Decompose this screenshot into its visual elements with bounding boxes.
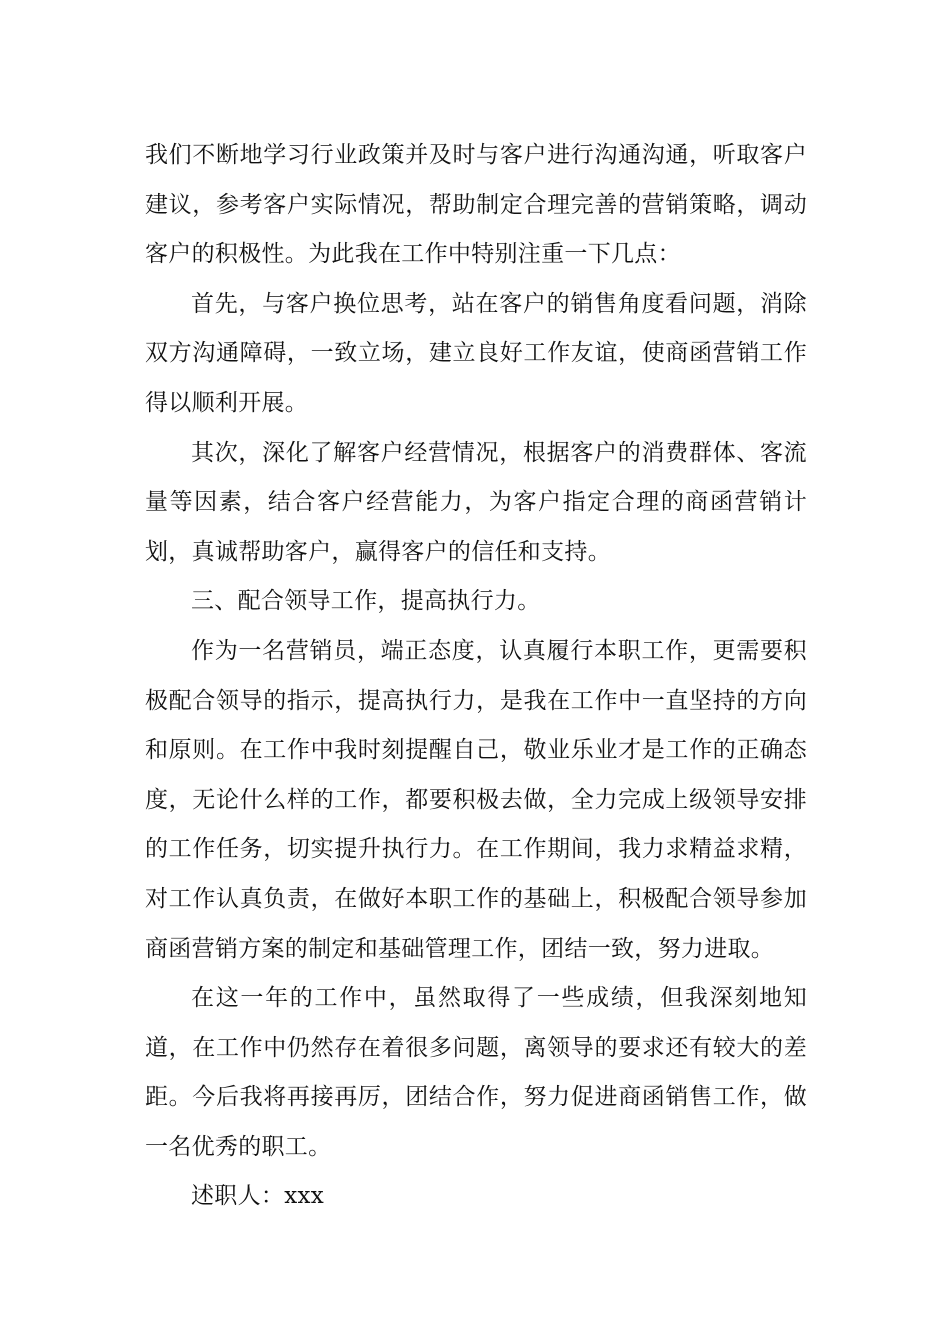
paragraph-conclusion: 在这一年的工作中，虽然取得了一些成绩，但我深刻地知道，在工作中仍然存在着很多问题，离领导的要求还有较大的差距。今后我将再接再厉，团结合作，努力促进商函销售工作，做一名优秀的职工。 bbox=[145, 985, 807, 1160]
paragraph-execution: 作为一名营销员，端正态度，认真履行本职工作，更需要积极配合领导的指示，提高执行力，是我在工作中一直坚持的方向和原则。在工作中我时刻提醒自己，敬业乐业才是工作的正确态度，无论什么样的工作，都要积极去做，全力完成上级领导安排的工作任务，切实提升执行力。在工作期间，我力求精益求精，对工作认真负责，在做好本职工作的基础上，积极配合领导参加商函营销方案的制定和基础管理工作，团结一致，努力进取。 bbox=[145, 637, 807, 962]
paragraph-continuation: 我们不断地学习行业政策并及时与客户进行沟通沟通，听取客户建议，参考客户实际情况，帮助制定合理完善的营销策略，调动客户的积极性。为此我在工作中特别注重一下几点： bbox=[145, 142, 807, 268]
signature-line: 述职人：xxx bbox=[191, 1183, 325, 1210]
section-heading: 三、配合领导工作，提高执行力。 bbox=[191, 588, 541, 615]
paragraph-second-point: 其次，深化了解客户经营情况，根据客户的消费群体、客流量等因素，结合客户经营能力，为客户指定合理的商函营销计划，真诚帮助客户，赢得客户的信任和支持。 bbox=[145, 439, 807, 565]
document-body bbox=[145, 131, 807, 1222]
paragraph-first-point: 首先，与客户换位思考，站在客户的销售角度看问题，消除双方沟通障碍，一致立场，建立良好工作友谊，使商函营销工作得以顺利开展。 bbox=[145, 290, 807, 416]
